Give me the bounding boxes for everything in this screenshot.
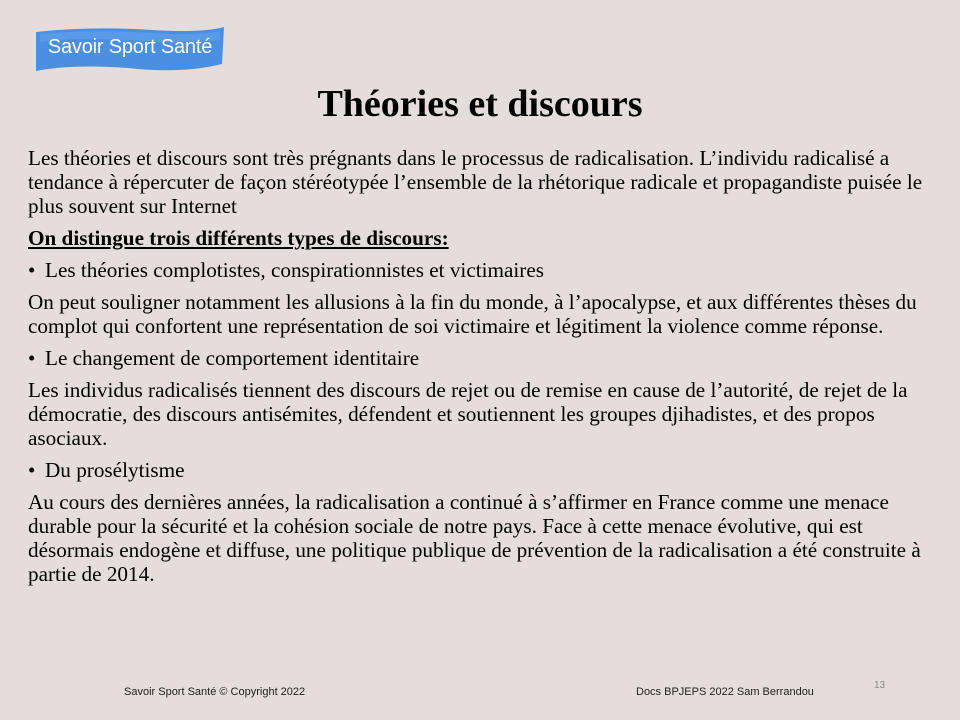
slide-body	[28, 146, 943, 586]
slide-title: Théories et discours	[317, 83, 643, 125]
bullet-icon: •	[28, 346, 36, 370]
footer-author: Docs BPJEPS 2022 Sam Berrandou	[636, 686, 814, 698]
paragraph-identitaire: Les individus radicalisés tiennent des discours de rejet ou de remise en cause de l’autorité, de rejet de la démocratie, des discours antisémites, défendent et soutiennent les groupes djihadistes, et des propos asociaux.	[28, 378, 908, 450]
brand-logo	[32, 24, 228, 74]
bullet-label: Du prosélytisme	[45, 458, 185, 482]
paragraph-proselytisme: Au cours des dernières années, la radicalisation a continué à s’affirmer en France comme une menace durable pour la sécurité et la cohésion sociale de notre pays. Face à cette menace évolutive, qui est désormais endogène et diffuse, une politique publique de prévention de la radicalisation a été construite à partie de 2014.	[28, 490, 921, 586]
bullet-icon: •	[28, 458, 36, 482]
section-heading: On distingue trois différents types de discours:	[28, 226, 449, 250]
page-number: 13	[874, 680, 886, 691]
paragraph-complot: On peut souligner notamment les allusions à la fin du monde, à l’apocalypse, et aux différentes thèses du complot qui confortent une représentation de soi victimaire et légitiment la violence comme réponse.	[28, 290, 917, 338]
intro-paragraph: Les théories et discours sont très prégnants dans le processus de radicalisation. L’individu radicalisé a tendance à répercuter de façon stéréotypée l’ensemble de la rhétorique radicale et propagandiste puisée le plus souvent sur Internet	[28, 146, 923, 218]
bullet-label: Le changement de comportement identitaire	[45, 346, 420, 370]
logo-text: Savoir Sport Santé	[47, 35, 213, 58]
bullet-icon: •	[28, 258, 36, 282]
bullet-item	[28, 258, 943, 282]
bullet-item	[28, 346, 943, 370]
bullet-item	[28, 458, 943, 482]
footer-copyright: Savoir Sport Santé © Copyright 2022	[124, 686, 306, 698]
bullet-label: Les théories complotistes, conspirationnistes et victimaires	[45, 258, 544, 282]
